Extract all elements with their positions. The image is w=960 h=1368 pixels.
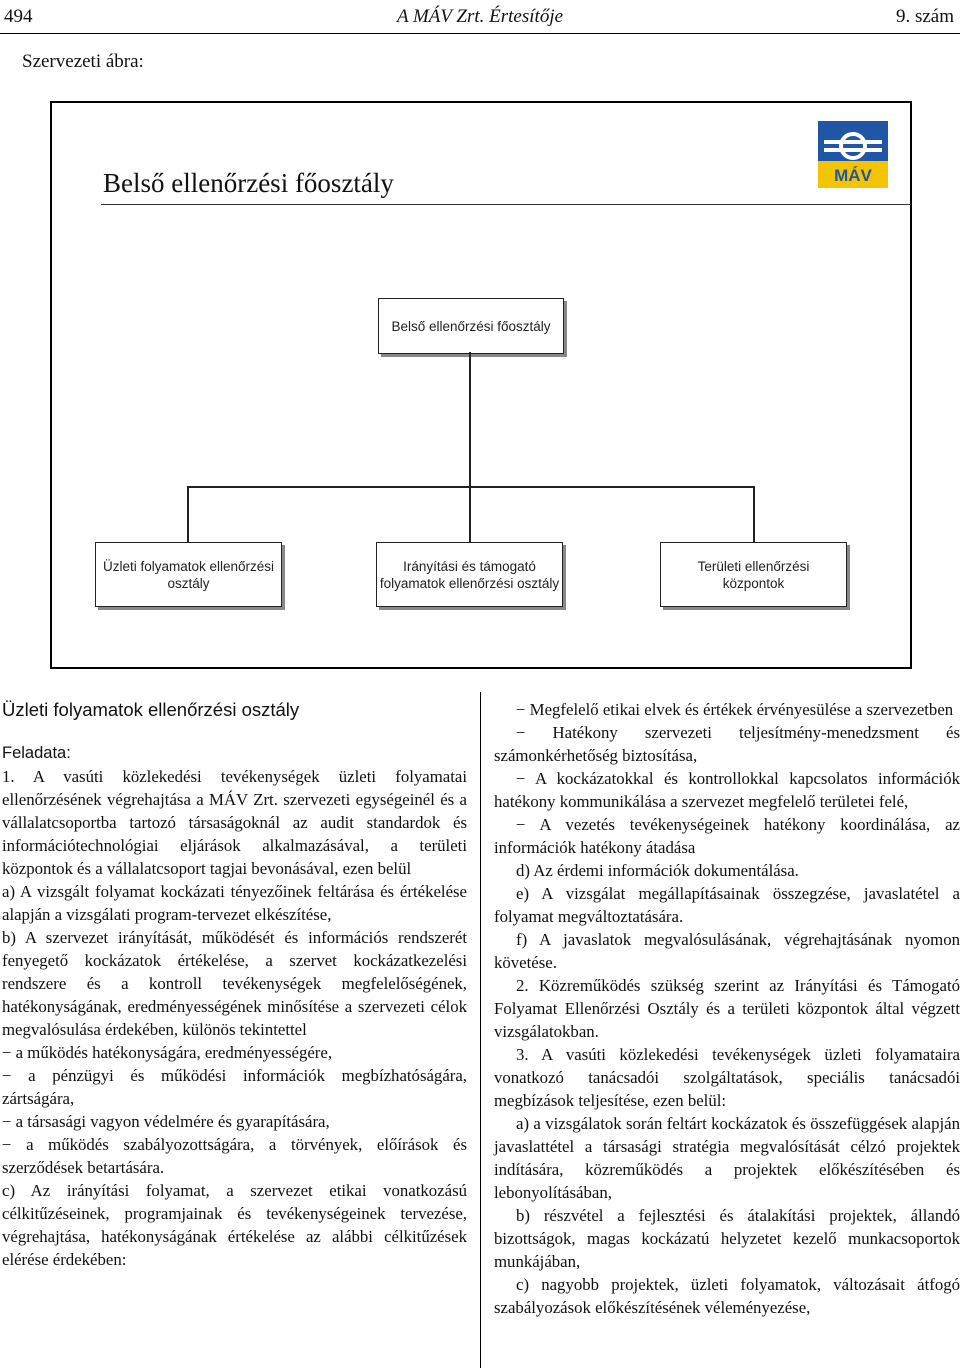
box-regional-audit-centers xyxy=(660,542,847,607)
list-item: − Megfelelő etikai elvek és értékek érvényesülése a szervezetben xyxy=(516,700,954,719)
section-heading: Üzleti folyamatok ellenőrzési osztály xyxy=(2,699,300,720)
connector-vertical-top xyxy=(469,352,471,487)
paragraph: f) A javaslatok megvalósulásának, végrehajtásának nyomon követése. xyxy=(494,930,960,972)
paragraph: d) Az érdemi információk dokumentálása. xyxy=(516,861,799,880)
connector-right xyxy=(753,486,755,542)
paragraph: a) A vizsgált folyamat kockázati tényezőinek feltárása és értékelése alapján a vizsgálati program-tervezet elkészítése, xyxy=(2,882,467,924)
connector-left xyxy=(187,486,189,542)
list-item: − A vezetés tevékenységeinek hatékony koordinálása, az információk hatékony átadása xyxy=(494,815,960,857)
list-item: − a társasági vagyon védelmére és gyarapítására, xyxy=(2,1112,330,1131)
list-item: − A kockázatokkal és kontrollokkal kapcsolatos információk hatékony kommunikálása a szervezet megfelelő területei felé, xyxy=(494,769,960,811)
list-item: − a működés hatékonyságára, eredményességére, xyxy=(2,1043,333,1062)
header-rule xyxy=(0,33,960,34)
box-label-line2: folyamatok ellenőrzési osztály xyxy=(379,575,560,591)
paragraph: c) nagyobb projektek, üzleti folyamatok, változásait átfogó szabályozások előkészítésének véleményezése, xyxy=(494,1275,960,1317)
org-chart-title: Belső ellenőrzési főosztály xyxy=(103,168,394,198)
paragraph: 2. Közreműködés szükség szerint az Irányítási és Támogató Folyamat Ellenőrzési Osztály és a területi központok által végzett vizsgálatokban. xyxy=(494,976,960,1041)
paragraph: b) A szervezet irányítását, működését és információs rendszerét fenyegető kockázatok értékelése, a szervet kockázatkezelési rendszere és a kontroll tevékenységek megfelelőségének, hatékonyságának, eredményességének minősítése a szervezeti célok megvalósulása érdekében, különös tekintettel xyxy=(2,928,467,1039)
box-label-line1: Területi ellenőrzési xyxy=(697,558,810,574)
mav-logo xyxy=(818,121,888,188)
figure-caption: Szervezeti ábra: xyxy=(22,51,144,72)
paragraph: c) Az irányítási folyamat, a szervezet etikai vonatkozású célkitűzéseinek, programjainak és tevékenységeinek tervezése, végrehajtása, hatékonyságának értékelése az alábbi célkitűzések elérése érdekében: xyxy=(2,1181,467,1269)
paragraph: 3. A vasúti közlekedési tevékenységek üzleti folyamataira vonatkozó tanácsadói szolgáltatások, speciális tanácsadói megbízások teljesítése, ezen belül: xyxy=(494,1045,960,1110)
paragraph: e) A vizsgálat megállapításainak összegzése, javaslatétel a folyamat megváltoztatására. xyxy=(494,884,960,926)
right-column xyxy=(494,698,960,1319)
tasks-label: Feladata: xyxy=(2,744,71,762)
box-business-process-audit xyxy=(95,542,282,607)
box-label-line1: Irányítási és támogató xyxy=(403,558,536,574)
list-item: − a pénzügyi és működési információk megbízhatóságára, zártságára, xyxy=(2,1066,467,1108)
org-chart-title-rule xyxy=(101,204,911,205)
paragraph: b) részvétel a fejlesztési és átalakítási projektek, állandó bizottságok, magas kockázatú helyzetet kezelő munkacsoportok munkájában, xyxy=(494,1206,960,1271)
box-main-department: Belső ellenőrzési főosztály xyxy=(378,298,564,354)
paragraph: 1. A vasúti közlekedési tevékenységek üzleti folyamatai ellenőrzésének végrehajtása a MÁV Zrt. szervezeti egységeinél és a vállalatcsoportba tartozó társaságoknál az audit standardok és információtechnológiai eljárások alkalmazásával, a területi központok és a vállalatcsoport tagjai bevonásával, ezen belül xyxy=(2,767,467,878)
column-divider xyxy=(480,692,481,1368)
issue-number: 9. szám xyxy=(895,6,954,27)
page-header xyxy=(0,0,960,34)
left-column xyxy=(2,698,467,1271)
page-number: 494 xyxy=(4,6,33,27)
connector-middle xyxy=(469,486,471,542)
paragraph: a) a vizsgálatok során feltárt kockázatok és összefüggések alapján javaslattétel a társasági stratégia megvalósítását célzó projektek indítására, közreműködés a projektek előkészítésében és lebonyolításában, xyxy=(494,1114,960,1202)
logo-text: MÁV xyxy=(834,166,872,185)
box-label-line2: osztály xyxy=(167,575,210,591)
journal-title: A MÁV Zrt. Értesítője xyxy=(396,6,564,27)
box-governance-process-audit xyxy=(376,542,563,607)
box-label-line2: központok xyxy=(722,575,785,591)
connector-horizontal xyxy=(187,486,754,488)
box-label-line1: Üzleti folyamatok ellenőrzési xyxy=(102,558,275,574)
list-item: − Hatékony szervezeti teljesítmény-menedzsment és számonkérhetőség biztosítása, xyxy=(494,723,960,765)
list-item: − a működés szabályozottságára, a törvények, előírások és szerződések betartására. xyxy=(2,1135,467,1177)
